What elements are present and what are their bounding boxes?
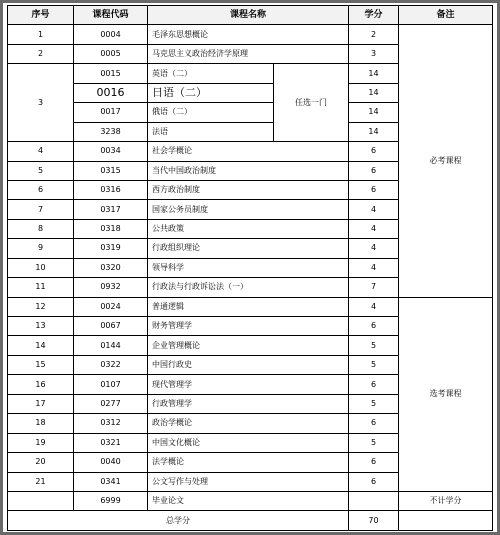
remark-elective: 选考课程 <box>399 297 493 491</box>
cell-no: 6 <box>8 180 74 199</box>
cell-code: 0319 <box>74 239 148 258</box>
table-row <box>8 491 493 510</box>
cell-name: 英语（二） <box>148 64 274 83</box>
cell-credit: 6 <box>349 180 399 199</box>
cell-code: 0040 <box>74 453 148 472</box>
header-code: 课程代码 <box>74 6 148 25</box>
cell-credit: 5 <box>349 336 399 355</box>
cell-name: 俄语（二） <box>148 103 274 122</box>
cell-code: 0004 <box>74 25 148 44</box>
cell-credit: 6 <box>349 414 399 433</box>
cell-name: 公文写作与处理 <box>148 472 349 491</box>
cell-no: 11 <box>8 278 74 297</box>
cell-code: 0017 <box>74 103 148 122</box>
cell-no <box>8 491 74 510</box>
cell-no: 2 <box>8 44 74 63</box>
cell-no: 14 <box>8 336 74 355</box>
cell-name: 中国行政史 <box>148 355 349 374</box>
cell-credit: 7 <box>349 278 399 297</box>
cell-credit: 4 <box>349 219 399 238</box>
cell-code: 0144 <box>74 336 148 355</box>
cell-code: 0067 <box>74 317 148 336</box>
cell-code: 0277 <box>74 394 148 413</box>
header-remark: 备注 <box>399 6 493 25</box>
cell-no: 18 <box>8 414 74 433</box>
cell-name: 企业管理概论 <box>148 336 349 355</box>
cell-no: 21 <box>8 472 74 491</box>
cell-code: 0015 <box>74 64 148 83</box>
cell-name: 公共政策 <box>148 219 349 238</box>
cell-name: 行政组织理论 <box>148 239 349 258</box>
cell-credit: 6 <box>349 472 399 491</box>
cell-code: 0005 <box>74 44 148 63</box>
course-table <box>7 5 493 531</box>
cell-name: 法学概论 <box>148 453 349 472</box>
cell-no: 7 <box>8 200 74 219</box>
cell-code: 0318 <box>74 219 148 238</box>
total-label: 总学分 <box>8 511 349 531</box>
cell-credit: 6 <box>349 375 399 394</box>
cell-credit: 5 <box>349 433 399 452</box>
cell-code: 0341 <box>74 472 148 491</box>
cell-name: 国家公务员制度 <box>148 200 349 219</box>
cell-credit: 4 <box>349 239 399 258</box>
cell-credit: 4 <box>349 297 399 316</box>
cell-credit: 6 <box>349 161 399 180</box>
total-value: 70 <box>349 511 399 531</box>
cell-name: 政治学概论 <box>148 414 349 433</box>
cell-credit: 6 <box>349 142 399 161</box>
cell-name: 财务管理学 <box>148 317 349 336</box>
cell-no: 9 <box>8 239 74 258</box>
cell-credit: 3 <box>349 44 399 63</box>
cell-credit: 6 <box>349 317 399 336</box>
cell-credit: 4 <box>349 258 399 277</box>
cell-code: 0317 <box>74 200 148 219</box>
cell-code: 3238 <box>74 122 148 141</box>
cell-name: 现代管理学 <box>148 375 349 394</box>
total-remark-empty <box>399 511 493 531</box>
header-name: 课程名称 <box>148 6 349 25</box>
cell-no: 17 <box>8 394 74 413</box>
cell-name: 毕业论文 <box>148 491 349 510</box>
cell-credit: 2 <box>349 25 399 44</box>
cell-no: 4 <box>8 142 74 161</box>
cell-name: 马克思主义政治经济学原理 <box>148 44 349 63</box>
cell-code: 0322 <box>74 355 148 374</box>
cell-name: 社会学概论 <box>148 142 349 161</box>
cell-credit: 5 <box>349 355 399 374</box>
cell-credit: 14 <box>349 83 399 102</box>
remark-required: 必考课程 <box>399 25 493 297</box>
cell-no: 3 <box>8 64 74 142</box>
header-credit: 学分 <box>349 6 399 25</box>
cell-code: 0932 <box>74 278 148 297</box>
cell-name: 行政法与行政诉讼法（一） <box>148 278 349 297</box>
cell-no: 13 <box>8 317 74 336</box>
header-no: 序号 <box>8 6 74 25</box>
cell-no: 16 <box>8 375 74 394</box>
cell-no: 5 <box>8 161 74 180</box>
cell-code: 0316 <box>74 180 148 199</box>
cell-name: 普通逻辑 <box>148 297 349 316</box>
remark-no-credit: 不计学分 <box>399 491 493 510</box>
cell-code: 0315 <box>74 161 148 180</box>
cell-code: 0321 <box>74 433 148 452</box>
cell-credit: 14 <box>349 103 399 122</box>
cell-credit <box>349 491 399 510</box>
cell-code: 0034 <box>74 142 148 161</box>
cell-code: 0320 <box>74 258 148 277</box>
cell-code: 6999 <box>74 491 148 510</box>
cell-no: 1 <box>8 25 74 44</box>
total-row <box>8 511 493 531</box>
cell-no: 15 <box>8 355 74 374</box>
cell-name: 中国文化概论 <box>148 433 349 452</box>
cell-name: 行政管理学 <box>148 394 349 413</box>
header-row <box>8 6 493 25</box>
cell-name: 法语 <box>148 122 274 141</box>
table-row <box>8 297 493 316</box>
cell-credit: 6 <box>349 453 399 472</box>
cell-code: 0016 <box>74 83 148 102</box>
cell-credit: 14 <box>349 122 399 141</box>
cell-code: 0107 <box>74 375 148 394</box>
cell-name: 领导科学 <box>148 258 349 277</box>
cell-no: 20 <box>8 453 74 472</box>
cell-credit: 4 <box>349 200 399 219</box>
cell-no: 8 <box>8 219 74 238</box>
cell-code: 0312 <box>74 414 148 433</box>
cell-name: 西方政治制度 <box>148 180 349 199</box>
cell-credit: 14 <box>349 64 399 83</box>
cell-name: 日语（二） <box>148 83 274 102</box>
cell-no: 12 <box>8 297 74 316</box>
cell-no: 19 <box>8 433 74 452</box>
table-row <box>8 25 493 44</box>
cell-name: 当代中国政治制度 <box>148 161 349 180</box>
cell-code: 0024 <box>74 297 148 316</box>
cell-name: 毛泽东思想概论 <box>148 25 349 44</box>
cell-credit: 5 <box>349 394 399 413</box>
choose-one-note: 任选一门 <box>274 64 349 142</box>
cell-no: 10 <box>8 258 74 277</box>
